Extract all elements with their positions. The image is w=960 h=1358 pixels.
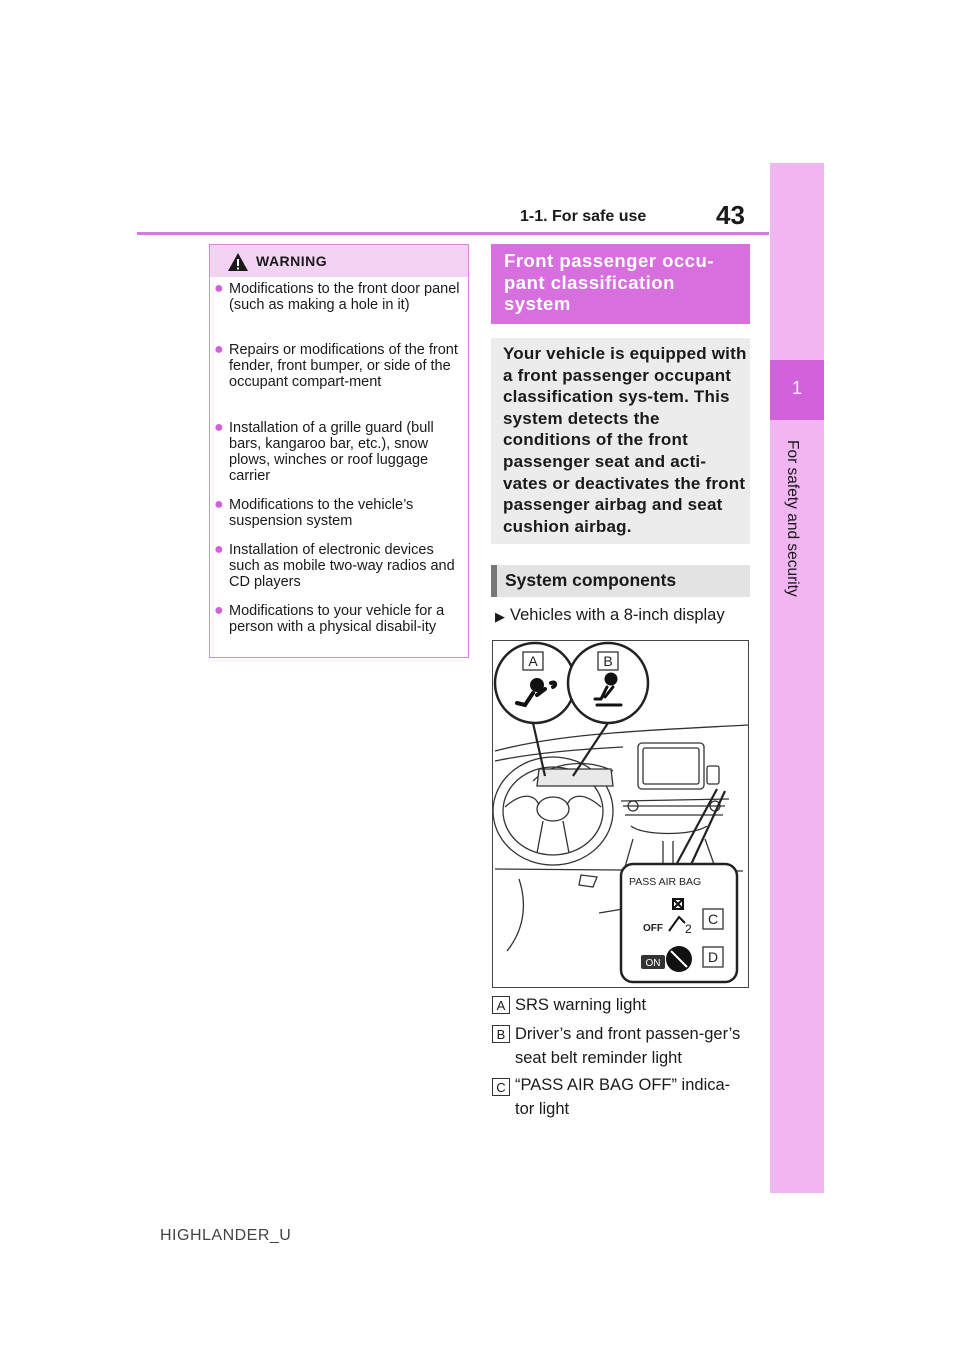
svg-text:B: B bbox=[603, 653, 613, 669]
warning-item bbox=[211, 281, 467, 333]
intro-text: Your vehicle is equipped with a front passenger occupant classification sys-tem. This system detects the conditions of the front passenger seat and acti-vates or deactivates the front passenger airbag and seat cushion airbag. bbox=[503, 344, 747, 536]
off-label: OFF bbox=[643, 923, 663, 934]
warning-item bbox=[211, 497, 467, 531]
subheading: System components bbox=[505, 570, 677, 590]
legend-text-c: “PASS AIR BAG OFF” indica-tor light bbox=[515, 1076, 731, 1118]
indicator-panel-title: PASS AIR BAG bbox=[629, 876, 702, 888]
warning-item bbox=[211, 603, 467, 655]
svg-text:D: D bbox=[707, 949, 719, 965]
legend-key-c: C bbox=[492, 1078, 510, 1096]
bullet-icon: ● bbox=[214, 280, 224, 297]
vehicles-note: Vehicles with a 8-inch display bbox=[510, 606, 725, 624]
legend-text-b: Driver’s and front passen-ger’s seat belt reminder light bbox=[515, 1025, 741, 1067]
legend-text-a: SRS warning light bbox=[515, 996, 647, 1014]
bullet-icon: ● bbox=[214, 419, 224, 436]
legend-key-b: B bbox=[492, 1025, 510, 1043]
bullet-icon: ● bbox=[214, 496, 224, 513]
warning-item-text: Repairs or modifications of the front fender, front bumper, or side of the occupant compart-ment bbox=[229, 342, 458, 390]
warning-item-text: Installation of a grille guard (bull bars, kangaroo bar, etc.), snow plows, winches or roof luggage carrier bbox=[229, 420, 434, 484]
warning-item-text: Modifications to the front door panel (such as making a hole in it) bbox=[229, 281, 460, 313]
section-title: 1-1. For safe use bbox=[520, 208, 647, 225]
page-number: 43 bbox=[716, 200, 745, 230]
header-rule bbox=[137, 232, 769, 235]
bullet-icon: ● bbox=[214, 341, 224, 358]
legend-key-a: A bbox=[492, 996, 510, 1014]
warning-item-text: Modifications to your vehicle for a person with a physical disabil-ity bbox=[229, 603, 445, 635]
arrow-icon: ▶ bbox=[495, 609, 505, 624]
chapter-number: 1 bbox=[791, 378, 802, 398]
dashboard-illustration bbox=[493, 641, 748, 987]
svg-text:A: A bbox=[528, 653, 538, 669]
chapter-title: For safety and security bbox=[784, 440, 801, 597]
warning-title: WARNING bbox=[256, 253, 328, 269]
warning-item bbox=[211, 542, 467, 594]
svg-text:C: C bbox=[707, 911, 719, 927]
on-label: ON bbox=[645, 958, 661, 969]
dashboard-figure bbox=[492, 640, 749, 988]
side-tab bbox=[770, 163, 824, 1193]
warning-item bbox=[211, 342, 467, 410]
svg-text:2: 2 bbox=[685, 922, 692, 936]
warning-item-text: Modifications to the vehicle’s suspension system bbox=[229, 497, 414, 529]
warning-item-text: Installation of electronic devices such as mobile two-way radios and CD players bbox=[229, 542, 455, 590]
footer-model: HIGHLANDER_U bbox=[160, 1227, 292, 1244]
warning-triangle-icon bbox=[227, 252, 249, 272]
section-heading: Front passenger occu-pant classification system bbox=[504, 250, 714, 314]
bullet-icon: ● bbox=[214, 541, 224, 558]
bullet-icon: ● bbox=[214, 602, 224, 619]
subheading-bar bbox=[491, 565, 497, 597]
warning-item bbox=[211, 420, 467, 488]
